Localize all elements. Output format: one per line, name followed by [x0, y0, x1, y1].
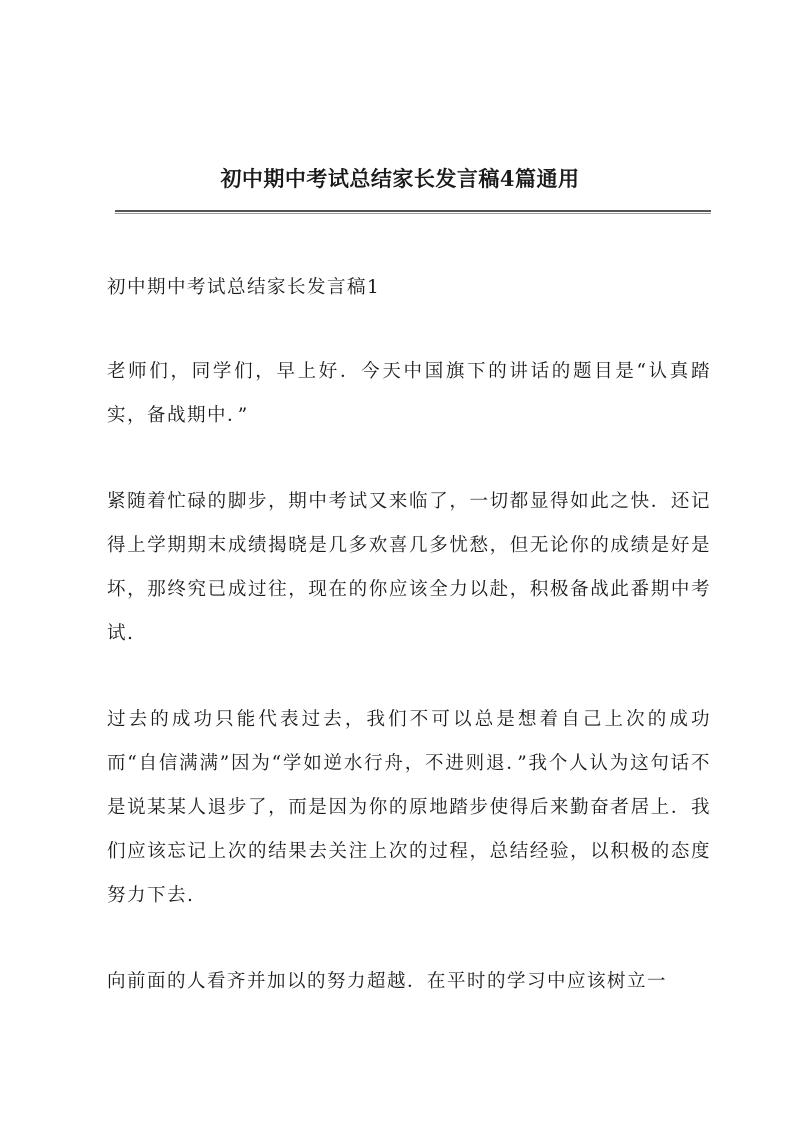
paragraph-2: 紧随着忙碌的脚步，期中考试又来临了，一切都显得如此之快．还记得上学期期末成绩揭晓是几多欢喜几多忧愁，但无论你的成绩是好是坏，那终究已成过往，现在的你应该全力以赴，积极备战此番期中考试.: [107, 491, 711, 644]
paragraph-3: 过去的成功只能代表过去，我们不可以总是想着自己上次的成功而“自信满满”因为“学如逆水行舟，不进则退．”我个人认为这句话不是说某某人退步了，而是因为你的原地踏步使得后来勤奋者居上．我们应该忘记上次的结果去关注上次的过程，总结经验，以积极的态度努力下去.: [107, 709, 711, 906]
section-heading: 初中期中考试总结家长发言稿1: [107, 277, 381, 298]
paragraph-4: 向前面的人看齐并加以的努力超越．在平时的学习中应该树立一: [107, 971, 668, 992]
paragraph-1: 老师们，同学们，早上好．今天中国旗下的讲话的题目是“认真踏实，备战期中．”: [107, 361, 711, 426]
document-body: [107, 270, 711, 1046]
title-divider: [115, 210, 711, 214]
document-title: 初中期中考试总结家长发言稿4篇通用: [220, 166, 580, 191]
